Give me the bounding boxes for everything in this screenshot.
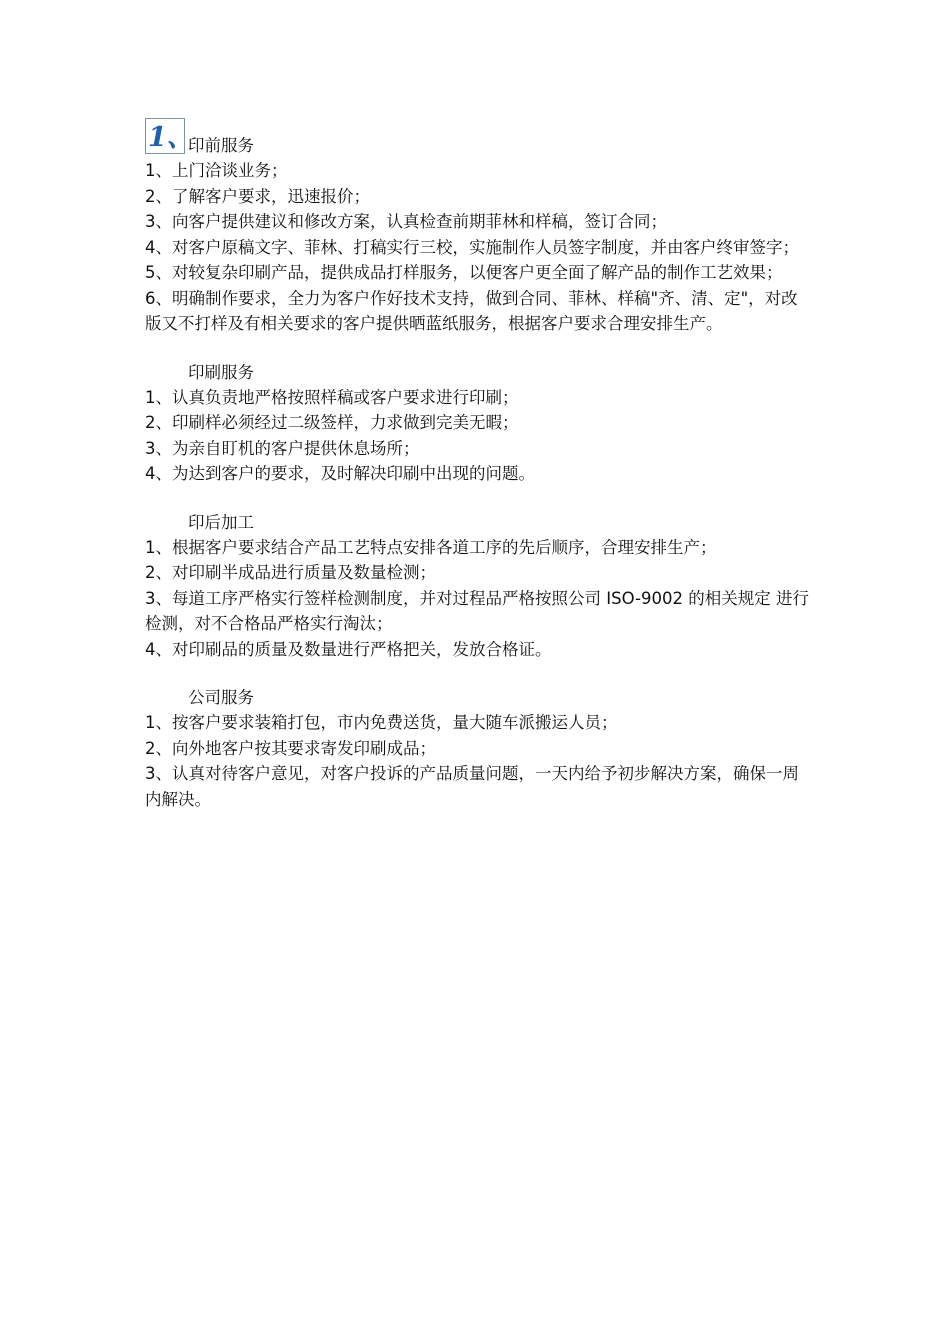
- list-item: 3、为亲自盯机的客户提供休息场所；: [145, 438, 420, 458]
- list-item: 2、向外地客户按其要求寄发印刷成品；: [145, 738, 436, 758]
- list-item: 4、对印刷品的质量及数量进行严格把关，发放合格证。: [145, 639, 552, 659]
- section-title-company: 公司服务: [188, 688, 254, 707]
- list-item: 1、根据客户要求结合产品工艺特点安排各道工序的先后顺序，合理安排生产；: [145, 537, 717, 557]
- section-printing: [145, 361, 810, 487]
- section-title-postpress: 印后加工: [188, 512, 254, 532]
- document-page: [145, 118, 810, 812]
- prepress-list: [145, 158, 810, 337]
- section-title-text: 印前服务: [188, 136, 254, 155]
- printing-list: [145, 385, 810, 487]
- section-title-prepress: [145, 118, 810, 158]
- number-one-badge-icon: [145, 118, 194, 154]
- list-item: 4、为达到客户的要求，及时解决印刷中出现的问题。: [145, 464, 535, 483]
- list-item: 3、每道工序严格实行签样检测制度，并对过程品严格按照公司 ISO-9002 的相关规定 进行检测，对不合格品严格实行淘汰；: [145, 588, 809, 633]
- list-item: 3、认真对待客户意见，对客户投诉的产品质量问题，一天内给予初步解决方案，确保一周内解决。: [145, 764, 799, 809]
- section-postpress: [145, 511, 810, 663]
- list-item: 5、对较复杂印刷产品，提供成品打样服务，以便客户更全面了解产品的制作工艺效果；: [145, 263, 783, 282]
- list-item: 2、印刷样必须经过二级签样，力求做到完美无暇；: [145, 413, 519, 432]
- list-item: 1、认真负责地严格按照样稿或客户要求进行印刷；: [145, 387, 519, 407]
- list-item: 4、对客户原稿文字、菲林、打稿实行三校，实施制作人员签字制度，并由客户终审签字；: [145, 237, 799, 257]
- company-list: [145, 710, 810, 812]
- list-item: 1、上门洽谈业务；: [145, 161, 288, 180]
- list-item: 1、按客户要求装箱打包，市内免费送货，量大随车派搬运人员；: [145, 713, 618, 732]
- list-item: 2、对印刷半成品进行质量及数量检测；: [145, 563, 436, 582]
- section-company: [145, 686, 810, 812]
- list-item: 6、明确制作要求，全力为客户作好技术支持，做到合同、菲林、样稿"齐、清、定"，对改版又不打样及有相关要求的客户提供晒蓝纸服务，根据客户要求合理安排生产。: [145, 288, 798, 333]
- list-item: 3、向客户提供建议和修改方案，认真检查前期菲林和样稿，签订合同；: [145, 212, 667, 231]
- postpress-list: [145, 535, 810, 663]
- section-prepress: [145, 118, 810, 337]
- section-title-printing: 印刷服务: [188, 362, 254, 382]
- badge-number: 1、: [148, 122, 194, 153]
- list-item: 2、了解客户要求，迅速报价；: [145, 186, 370, 206]
